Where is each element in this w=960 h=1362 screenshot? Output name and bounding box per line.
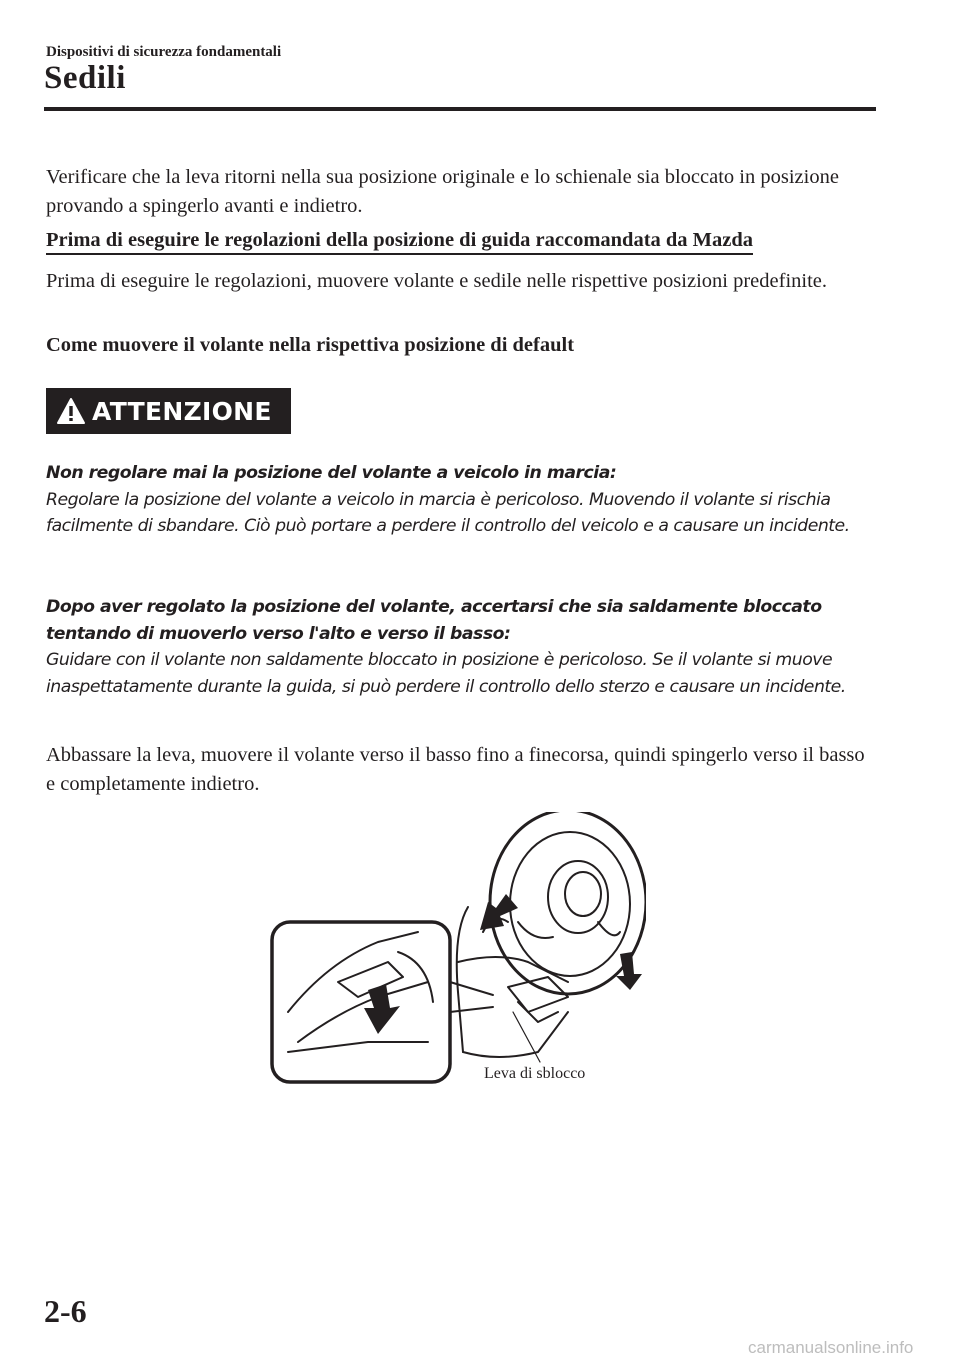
watermark: carmanualsonline.info (748, 1338, 914, 1357)
lever-paragraph: Abbassare la leva, muovere il volante verso il basso fino a finecorsa, quindi spingerlo verso il basso e completamente indietro. (46, 744, 865, 795)
warning-item-2-body: Guidare con il volante non saldamente bloccato in posizione è pericoloso. Se il volante si muove inaspettatamente durante la guida, si può perdere il controllo dello sterzo e causare un incidente. (46, 650, 846, 697)
warning-item-1-body: Regolare la posizione del volante a veicolo in marcia è pericoloso. Muovendo il volante si rischia facilmente di sbandare. Ciò può portare a perdere il controllo del veicolo e a causare un incidente. (46, 489, 850, 536)
steering-lever-illustration (268, 812, 646, 1092)
page-number: 2-6 (44, 1293, 87, 1329)
warning-item-2-title: Dopo aver regolato la posizione del volante, accertarsi che sia saldamente bloccato tentando di muoverlo verso l'alto e verso il basso: (46, 597, 822, 644)
warning-item-2 (46, 594, 886, 700)
figure-caption: Leva di sblocco (484, 1065, 586, 1082)
adjustment-paragraph: Prima di eseguire le regolazioni, muovere volante e sedile nelle rispettive posizioni predefinite. (46, 270, 828, 292)
title-rule (44, 107, 876, 111)
steering-heading: Come muovere il volante nella rispettiva posizione di default (46, 334, 575, 356)
page-title: Sedili (44, 60, 126, 96)
warning-item-1-title: Non regolare mai la posizione del volante a veicolo in marcia: (46, 463, 617, 483)
section-label: Dispositivi di sicurezza fondamentali (46, 44, 282, 60)
warning-badge (46, 388, 291, 434)
intro-paragraph: Verificare che la leva ritorni nella sua posizione originale e lo schienale sia bloccato in posizione provando a spingerlo avanti e indietro. (46, 166, 839, 217)
section-heading-mazda: Prima di eseguire le regolazioni della posizione di guida raccomandata da Mazda (46, 229, 753, 255)
warning-icon (56, 396, 86, 426)
warning-item-1 (46, 460, 886, 540)
warning-label: ATTENZIONE (92, 396, 272, 426)
